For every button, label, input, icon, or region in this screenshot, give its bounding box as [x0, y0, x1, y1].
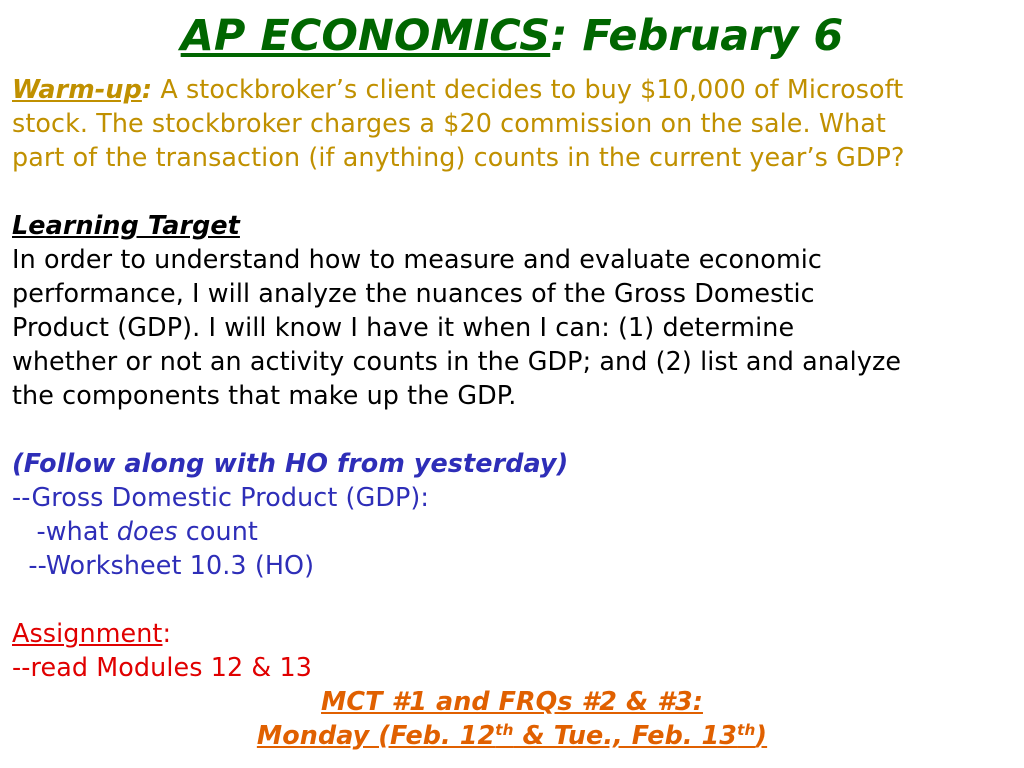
what-counts-post: count: [177, 516, 258, 546]
gdp-line: --Gross Domestic Product (GDP):: [12, 482, 430, 512]
title-date: : February 6: [550, 11, 844, 61]
title-course: AP ECONOMICS: [180, 11, 551, 61]
due-date-line: [0, 718, 1024, 752]
what-counts-emphasis: does: [116, 516, 178, 546]
due-date-sup-2: th: [737, 721, 756, 739]
what-counts-pre: -what: [12, 516, 117, 546]
spacer: [12, 412, 1016, 446]
learning-target-line-4: whether or not an activity counts in the GDP; and (2) list and analyze: [12, 346, 902, 376]
warmup-line-3: part of the transaction (if anything) counts in the current year’s GDP?: [12, 142, 905, 172]
assignment-label: Assignment: [12, 618, 163, 648]
warmup-text-1: A stockbroker’s client decides to buy $10,000 of Microsoft: [152, 74, 904, 104]
assignment-read-line: --read Modules 12 & 13: [12, 652, 312, 682]
spacer: [12, 174, 1016, 208]
slide-body: [12, 72, 1016, 752]
worksheet-line: --Worksheet 10.3 (HO): [12, 550, 315, 580]
warmup-colon: :: [141, 74, 153, 104]
warmup-label: Warm-up: [12, 74, 142, 104]
due-date-sup-1: th: [495, 721, 514, 739]
follow-along-line: (Follow along with HO from yesterday): [12, 448, 569, 478]
learning-target-line-3: Product (GDP). I will know I have it when I can: (1) determine: [12, 312, 795, 342]
page-title: [0, 8, 1024, 64]
learning-target-line-1: In order to understand how to measure and evaluate economic: [12, 244, 822, 274]
warmup-line-2: stock. The stockbroker charges a $20 commission on the sale. What: [12, 108, 886, 138]
due-date-b: & Tue., Feb. 13: [513, 720, 738, 750]
learning-target-heading: [12, 208, 1016, 242]
mct-line: MCT #1 and FRQs #2 & #3:: [321, 686, 703, 716]
what-counts-line: [12, 514, 1016, 548]
assignment-heading: [12, 616, 1016, 650]
assignment-colon: :: [162, 618, 172, 648]
warmup-line-1: [12, 72, 1016, 106]
due-date-c: ): [755, 720, 768, 750]
learning-target-heading-text: Learning Target: [12, 210, 240, 240]
learning-target-line-2: performance, I will analyze the nuances of the Gross Domestic: [12, 278, 815, 308]
spacer: [12, 582, 1016, 616]
due-date-a: Monday (Feb. 12: [256, 720, 496, 750]
learning-target-line-5: the components that make up the GDP.: [12, 380, 517, 410]
